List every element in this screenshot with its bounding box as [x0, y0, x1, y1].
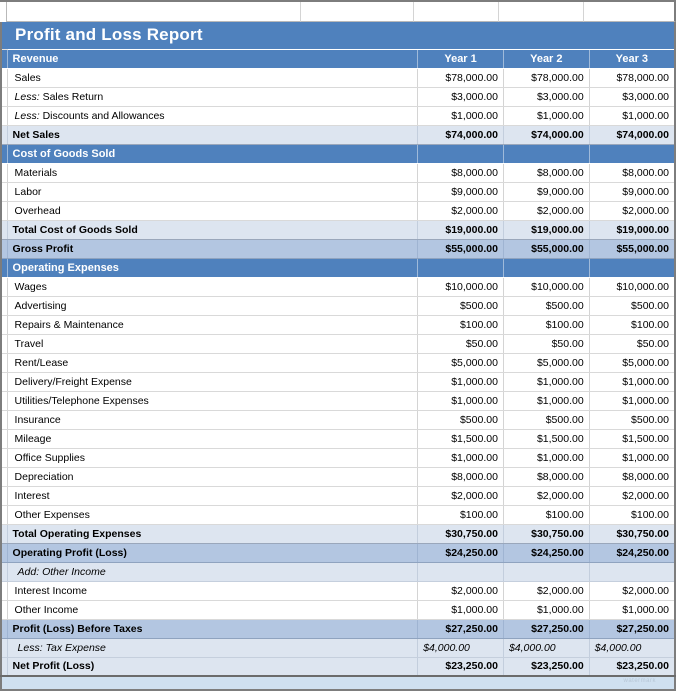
value-cell[interactable]: $78,000.00	[418, 68, 504, 87]
line-item-label[interactable]: Advertising	[7, 296, 418, 315]
table-row	[1, 49, 675, 68]
line-item-label[interactable]: Depreciation	[7, 467, 418, 486]
label-text: Sales Return	[39, 90, 104, 103]
value-cell[interactable]: $10,000.00	[418, 277, 504, 296]
value-cell[interactable]: $55,000.00	[589, 239, 675, 258]
value-cell[interactable]: $500.00	[418, 410, 504, 429]
value-cell[interactable]: $8,000.00	[589, 467, 675, 486]
value-cell[interactable]: $1,000.00	[418, 372, 504, 391]
table-row	[1, 581, 675, 600]
table-row	[1, 201, 675, 220]
table-row	[1, 296, 675, 315]
value-cell[interactable]: $19,000.00	[418, 220, 504, 239]
line-item-label[interactable]: Interest	[7, 486, 418, 505]
value-cell[interactable]	[418, 562, 504, 581]
value-cell[interactable]: $27,250.00	[418, 619, 504, 638]
table-row	[1, 106, 675, 125]
table-row	[1, 467, 675, 486]
value-cell[interactable]: $10,000.00	[503, 277, 589, 296]
value-cell[interactable]: $2,000.00	[589, 581, 675, 600]
value-cell[interactable]: $30,750.00	[503, 524, 589, 543]
table-row	[1, 543, 675, 562]
empty-cell[interactable]	[301, 2, 414, 22]
table-row	[1, 353, 675, 372]
total-row-label[interactable]: Total Operating Expenses	[7, 524, 418, 543]
line-item-label[interactable]: Insurance	[7, 410, 418, 429]
value-cell[interactable]: $27,250.00	[503, 619, 589, 638]
value-cell[interactable]: $2,000.00	[418, 201, 504, 220]
value-cell[interactable]	[589, 144, 675, 163]
table-row	[1, 239, 675, 258]
value-cell[interactable]: $1,000.00	[418, 106, 504, 125]
value-cell[interactable]: $5,000.00	[589, 353, 675, 372]
value-cell[interactable]: $1,000.00	[589, 391, 675, 410]
value-cell[interactable]: $55,000.00	[503, 239, 589, 258]
line-item-label[interactable]: Sales	[7, 68, 418, 87]
line-item-label[interactable]: Rent/Lease	[7, 353, 418, 372]
value-cell[interactable]: $2,000.00	[589, 201, 675, 220]
value-cell[interactable]: $24,250.00	[503, 543, 589, 562]
table-row	[1, 429, 675, 448]
empty-cell[interactable]	[7, 2, 301, 22]
empty-cell[interactable]	[499, 2, 584, 22]
value-cell[interactable]: $19,000.00	[589, 220, 675, 239]
table-row	[1, 391, 675, 410]
line-item-label[interactable]	[7, 106, 418, 125]
value-cell[interactable]: $27,250.00	[589, 619, 675, 638]
table-row	[1, 638, 675, 657]
value-cell[interactable]: $8,000.00	[589, 163, 675, 182]
value-cell[interactable]: $1,000.00	[503, 448, 589, 467]
value-cell[interactable]	[418, 144, 504, 163]
table-row	[1, 315, 675, 334]
table-row	[1, 220, 675, 239]
value-cell[interactable]: $2,000.00	[503, 486, 589, 505]
value-cell[interactable]: $1,000.00	[503, 600, 589, 619]
value-cell[interactable]: $5,000.00	[418, 353, 504, 372]
table-row	[1, 277, 675, 296]
table-row	[1, 410, 675, 429]
table-row	[1, 486, 675, 505]
value-cell[interactable]: $2,000.00	[503, 201, 589, 220]
value-cell[interactable]	[503, 562, 589, 581]
value-cell[interactable]	[503, 144, 589, 163]
value-cell[interactable]: $1,000.00	[589, 106, 675, 125]
empty-spreadsheet-row	[0, 0, 676, 22]
value-cell[interactable]: $1,000.00	[589, 448, 675, 467]
total-row-label[interactable]: Profit (Loss) Before Taxes	[7, 619, 418, 638]
value-cell[interactable]: $4,000.00	[418, 638, 504, 657]
value-cell[interactable]: $3,000.00	[589, 87, 675, 106]
line-item-label[interactable]: Utilities/Telephone Expenses	[7, 391, 418, 410]
value-cell[interactable]: $50.00	[418, 334, 504, 353]
sheet-footer-strip	[0, 677, 676, 691]
line-item-label[interactable]: Interest Income	[7, 581, 418, 600]
table-row	[1, 600, 675, 619]
value-cell[interactable]: $9,000.00	[503, 182, 589, 201]
table-row	[1, 87, 675, 106]
value-cell[interactable]: $23,250.00	[589, 657, 675, 676]
value-cell[interactable]: $9,000.00	[418, 182, 504, 201]
value-cell[interactable]: $2,000.00	[418, 581, 504, 600]
value-cell[interactable]: $78,000.00	[503, 68, 589, 87]
value-cell[interactable]: $1,000.00	[589, 372, 675, 391]
value-cell[interactable]: $100.00	[418, 505, 504, 524]
value-cell[interactable]: $23,250.00	[418, 657, 504, 676]
table-row	[1, 448, 675, 467]
value-cell[interactable]: $30,750.00	[589, 524, 675, 543]
line-item-label[interactable]: Materials	[7, 163, 418, 182]
value-cell[interactable]: $50.00	[589, 334, 675, 353]
value-cell[interactable]: $100.00	[589, 505, 675, 524]
table-row	[1, 562, 675, 581]
value-cell[interactable]: $1,500.00	[418, 429, 504, 448]
value-cell[interactable]: $500.00	[503, 296, 589, 315]
value-cell[interactable]: $100.00	[589, 315, 675, 334]
value-cell[interactable]: $2,000.00	[503, 581, 589, 600]
line-item-label[interactable]: Labor	[7, 182, 418, 201]
value-cell[interactable]: $74,000.00	[418, 125, 504, 144]
value-cell[interactable]: $23,250.00	[503, 657, 589, 676]
line-item-label[interactable]: Other Expenses	[7, 505, 418, 524]
value-cell[interactable]: $19,000.00	[503, 220, 589, 239]
value-cell[interactable]: $74,000.00	[503, 125, 589, 144]
label-prefix: Less:	[14, 90, 40, 103]
total-row-label[interactable]: Net Profit (Loss)	[7, 657, 418, 676]
value-cell[interactable]: $1,500.00	[503, 429, 589, 448]
value-cell[interactable]: $4,000.00	[503, 638, 589, 657]
label-prefix: Less:	[17, 641, 43, 654]
line-item-label[interactable]: Mileage	[7, 429, 418, 448]
value-cell[interactable]: $78,000.00	[589, 68, 675, 87]
value-cell[interactable]: $30,750.00	[418, 524, 504, 543]
value-cell[interactable]: $500.00	[589, 296, 675, 315]
section-header-label[interactable]: Revenue	[7, 49, 418, 68]
table-row	[1, 619, 675, 638]
caption-row-label[interactable]: Add: Other Income	[7, 562, 418, 581]
value-cell[interactable]: $100.00	[418, 315, 504, 334]
value-cell[interactable]: $2,000.00	[589, 486, 675, 505]
value-cell[interactable]: $500.00	[589, 410, 675, 429]
table-row	[1, 163, 675, 182]
value-cell[interactable]: $2,000.00	[418, 486, 504, 505]
empty-cell[interactable]	[414, 2, 499, 22]
value-cell[interactable]: $9,000.00	[589, 182, 675, 201]
label-text: Discounts and Allowances	[39, 109, 165, 122]
label-prefix: Less:	[14, 109, 40, 122]
label-text: Tax Expense	[42, 641, 106, 654]
value-cell[interactable]: $100.00	[503, 315, 589, 334]
value-cell[interactable]: $8,000.00	[503, 163, 589, 182]
value-cell[interactable]: $3,000.00	[503, 87, 589, 106]
value-cell[interactable]: $100.00	[503, 505, 589, 524]
value-cell[interactable]: $1,500.00	[589, 429, 675, 448]
table-row	[1, 524, 675, 543]
line-item-label[interactable]: Office Supplies	[7, 448, 418, 467]
value-cell[interactable]: $3,000.00	[418, 87, 504, 106]
total-row-label[interactable]: Total Cost of Goods Sold	[7, 220, 418, 239]
row-gutter-cell[interactable]	[0, 2, 7, 22]
table-row	[1, 334, 675, 353]
line-item-label[interactable]: Travel	[7, 334, 418, 353]
section-header-label[interactable]: Cost of Goods Sold	[7, 144, 418, 163]
value-cell[interactable]: $8,000.00	[503, 467, 589, 486]
table-row	[1, 505, 675, 524]
value-cell[interactable]: $24,250.00	[418, 543, 504, 562]
report-title: Profit and Loss Report	[7, 22, 675, 49]
value-cell[interactable]: $1,000.00	[589, 600, 675, 619]
value-cell[interactable]: $8,000.00	[418, 467, 504, 486]
table-row	[1, 144, 675, 163]
value-cell[interactable]: $24,250.00	[589, 543, 675, 562]
value-cell[interactable]: $1,000.00	[503, 372, 589, 391]
table-row	[1, 657, 675, 676]
table-body	[1, 22, 675, 676]
line-item-label[interactable]: Overhead	[7, 201, 418, 220]
value-cell[interactable]	[589, 258, 675, 277]
value-cell[interactable]: $1,000.00	[503, 391, 589, 410]
line-item-label[interactable]: Delivery/Freight Expense	[7, 372, 418, 391]
footer-watermark: watermark	[623, 678, 656, 684]
value-cell[interactable]: $1,000.00	[418, 448, 504, 467]
line-item-label[interactable]: Repairs & Maintenance	[7, 315, 418, 334]
value-cell[interactable]: $1,000.00	[503, 106, 589, 125]
value-cell[interactable]: $4,000.00	[589, 638, 675, 657]
total-row-label[interactable]: Operating Profit (Loss)	[7, 543, 418, 562]
value-cell[interactable]	[589, 562, 675, 581]
line-item-label[interactable]	[7, 87, 418, 106]
total-row-label[interactable]: Gross Profit	[7, 239, 418, 258]
table-row	[1, 68, 675, 87]
empty-cell[interactable]	[584, 2, 676, 22]
table-row	[1, 182, 675, 201]
value-cell[interactable]: $10,000.00	[589, 277, 675, 296]
table-row	[1, 372, 675, 391]
value-cell[interactable]: $500.00	[418, 296, 504, 315]
value-cell[interactable]: $5,000.00	[503, 353, 589, 372]
value-cell[interactable]: $1,000.00	[418, 600, 504, 619]
caption-row-label[interactable]	[7, 638, 418, 657]
value-cell[interactable]: $8,000.00	[418, 163, 504, 182]
report-title-row	[1, 22, 675, 49]
table-row	[1, 258, 675, 277]
profit-and-loss-table	[0, 22, 676, 677]
column-header-cell[interactable]: Year 1	[418, 49, 504, 68]
total-row-label[interactable]: Net Sales	[7, 125, 418, 144]
line-item-label[interactable]: Other Income	[7, 600, 418, 619]
line-item-label[interactable]: Wages	[7, 277, 418, 296]
value-cell[interactable]: $74,000.00	[589, 125, 675, 144]
value-cell[interactable]	[418, 258, 504, 277]
value-cell[interactable]: $55,000.00	[418, 239, 504, 258]
column-header-cell[interactable]: Year 2	[503, 49, 589, 68]
table-row	[1, 125, 675, 144]
column-header-cell[interactable]: Year 3	[589, 49, 675, 68]
value-cell[interactable]: $1,000.00	[418, 391, 504, 410]
section-header-label[interactable]: Operating Expenses	[7, 258, 418, 277]
value-cell[interactable]: $50.00	[503, 334, 589, 353]
value-cell[interactable]: $500.00	[503, 410, 589, 429]
value-cell[interactable]	[503, 258, 589, 277]
